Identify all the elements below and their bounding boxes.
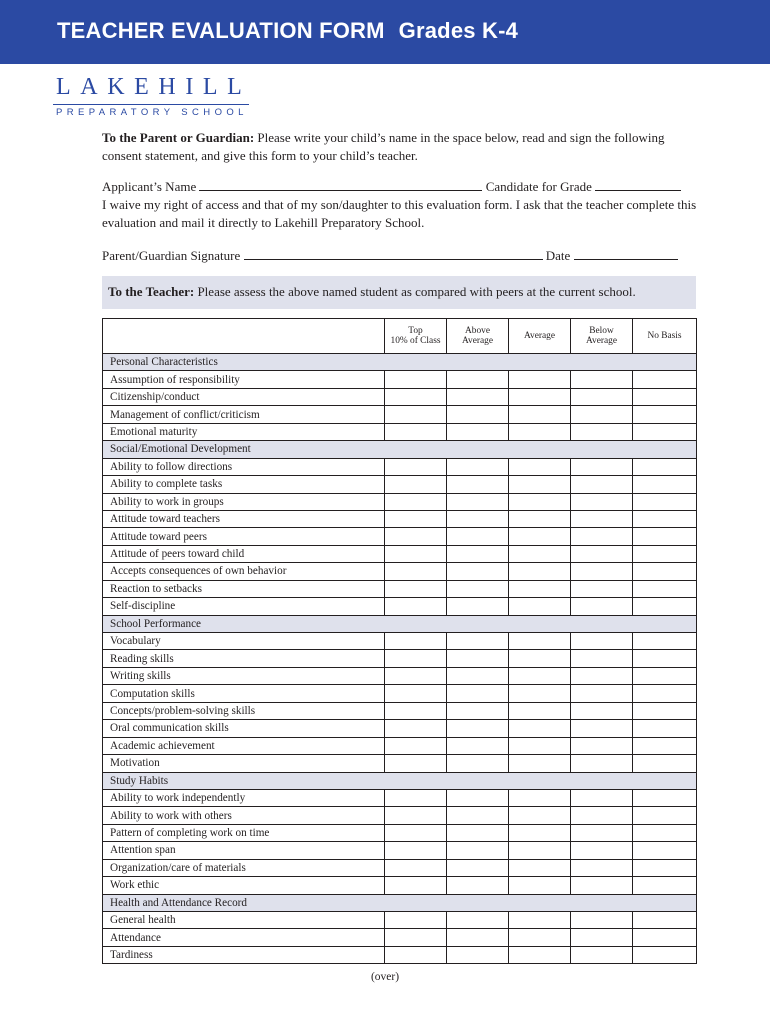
over-note: (over) bbox=[370, 971, 400, 983]
col-above-average: Above Average bbox=[447, 319, 509, 354]
rating-average-box[interactable] bbox=[509, 458, 571, 475]
criterion-label: Oral communication skills bbox=[103, 720, 385, 737]
rating-above-average-box[interactable] bbox=[447, 388, 509, 405]
col-below-average: Below Average bbox=[571, 319, 633, 354]
table-row bbox=[103, 598, 697, 615]
rating-average-box[interactable] bbox=[509, 877, 571, 894]
rating-top-10-box[interactable] bbox=[385, 633, 447, 650]
rating-no-basis-box[interactable] bbox=[633, 598, 697, 615]
rating-below-average-box[interactable] bbox=[571, 755, 633, 772]
criterion-label: Ability to work in groups bbox=[103, 493, 385, 510]
criterion-label: Assumption of responsibility bbox=[103, 371, 385, 388]
rating-no-basis-box[interactable] bbox=[633, 650, 697, 667]
table-row bbox=[103, 667, 697, 684]
rating-top-10-box[interactable] bbox=[385, 371, 447, 388]
rating-average-box[interactable] bbox=[509, 946, 571, 963]
rating-above-average-box[interactable] bbox=[447, 650, 509, 667]
rating-top-10-box[interactable] bbox=[385, 545, 447, 562]
rating-top-10-box[interactable] bbox=[385, 789, 447, 806]
rating-top-10-box[interactable] bbox=[385, 912, 447, 929]
rating-below-average-box[interactable] bbox=[571, 563, 633, 580]
logo-rule bbox=[53, 104, 249, 105]
rating-top-10-box[interactable] bbox=[385, 859, 447, 876]
table-row bbox=[103, 476, 697, 493]
rating-top-10-box[interactable] bbox=[385, 580, 447, 597]
rating-top-10-box[interactable] bbox=[385, 720, 447, 737]
teacher-instructions-text: Please assess the above named student as compared with peers at the current school. bbox=[194, 284, 636, 299]
rating-top-10-box[interactable] bbox=[385, 510, 447, 527]
rating-above-average-box[interactable] bbox=[447, 371, 509, 388]
rating-average-box[interactable] bbox=[509, 633, 571, 650]
rating-no-basis-box[interactable] bbox=[633, 702, 697, 719]
criterion-label: Reading skills bbox=[103, 650, 385, 667]
rating-no-basis-box[interactable] bbox=[633, 371, 697, 388]
rating-below-average-box[interactable] bbox=[571, 842, 633, 859]
category-row bbox=[103, 354, 697, 371]
rating-average-box[interactable] bbox=[509, 580, 571, 597]
rating-above-average-box[interactable] bbox=[447, 633, 509, 650]
col-average: Average bbox=[509, 319, 571, 354]
table-row bbox=[103, 528, 697, 545]
criterion-label: Ability to complete tasks bbox=[103, 476, 385, 493]
rating-below-average-box[interactable] bbox=[571, 580, 633, 597]
date-field[interactable] bbox=[574, 248, 678, 260]
criterion-label: Ability to work independently bbox=[103, 789, 385, 806]
rating-no-basis-box[interactable] bbox=[633, 824, 697, 841]
rating-no-basis-box[interactable] bbox=[633, 946, 697, 963]
rating-no-basis-box[interactable] bbox=[633, 667, 697, 684]
criteria-header bbox=[103, 319, 385, 354]
table-row bbox=[103, 789, 697, 806]
rating-top-10-box[interactable] bbox=[385, 598, 447, 615]
criterion-label: Computation skills bbox=[103, 685, 385, 702]
waiver-statement: I waive my right of access and that of my son/daughter to this evaluation form. I ask that the teacher complete this evaluation and mail it directly to Lakehill Preparatory School. bbox=[102, 197, 697, 230]
criterion-label: Writing skills bbox=[103, 667, 385, 684]
table-row bbox=[103, 824, 697, 841]
rating-below-average-box[interactable] bbox=[571, 388, 633, 405]
rating-no-basis-box[interactable] bbox=[633, 842, 697, 859]
rating-no-basis-box[interactable] bbox=[633, 685, 697, 702]
table-row bbox=[103, 458, 697, 475]
rating-top-10-box[interactable] bbox=[385, 406, 447, 423]
table-row bbox=[103, 493, 697, 510]
candidate-grade-field[interactable] bbox=[595, 179, 681, 191]
signature-field[interactable] bbox=[244, 248, 543, 260]
criterion-label: Organization/care of materials bbox=[103, 859, 385, 876]
rating-no-basis-box[interactable] bbox=[633, 859, 697, 876]
criterion-label: Vocabulary bbox=[103, 633, 385, 650]
rating-above-average-box[interactable] bbox=[447, 859, 509, 876]
rating-average-box[interactable] bbox=[509, 755, 571, 772]
rating-above-average-box[interactable] bbox=[447, 946, 509, 963]
rating-average-box[interactable] bbox=[509, 720, 571, 737]
rating-above-average-box[interactable] bbox=[447, 423, 509, 440]
rating-no-basis-box[interactable] bbox=[633, 406, 697, 423]
rating-above-average-box[interactable] bbox=[447, 667, 509, 684]
col-top-10: Top 10% of Class bbox=[385, 319, 447, 354]
rating-average-box[interactable] bbox=[509, 598, 571, 615]
rating-no-basis-box[interactable] bbox=[633, 580, 697, 597]
rating-top-10-box[interactable] bbox=[385, 528, 447, 545]
form-title-text: TEACHER EVALUATION FORM bbox=[57, 18, 385, 43]
table-row bbox=[103, 807, 697, 824]
table-header-row bbox=[103, 319, 697, 354]
rating-no-basis-box[interactable] bbox=[633, 458, 697, 475]
category-label: Social/Emotional Development bbox=[103, 441, 697, 458]
rating-top-10-box[interactable] bbox=[385, 650, 447, 667]
rating-no-basis-box[interactable] bbox=[633, 545, 697, 562]
table-row bbox=[103, 510, 697, 527]
rating-below-average-box[interactable] bbox=[571, 789, 633, 806]
rating-below-average-box[interactable] bbox=[571, 946, 633, 963]
school-logo bbox=[53, 74, 253, 120]
logo-name: LAKEHILL bbox=[56, 74, 252, 100]
rating-average-box[interactable] bbox=[509, 737, 571, 754]
rating-below-average-box[interactable] bbox=[571, 406, 633, 423]
rating-average-box[interactable] bbox=[509, 406, 571, 423]
table-row bbox=[103, 371, 697, 388]
rating-top-10-box[interactable] bbox=[385, 423, 447, 440]
rating-below-average-box[interactable] bbox=[571, 702, 633, 719]
rating-above-average-box[interactable] bbox=[447, 842, 509, 859]
table-row bbox=[103, 877, 697, 894]
table-row bbox=[103, 580, 697, 597]
rating-average-box[interactable] bbox=[509, 685, 571, 702]
teacher-instructions bbox=[102, 276, 696, 309]
criterion-label: Concepts/problem-solving skills bbox=[103, 702, 385, 719]
table-row bbox=[103, 685, 697, 702]
rating-average-box[interactable] bbox=[509, 859, 571, 876]
table-row bbox=[103, 545, 697, 562]
rating-average-box[interactable] bbox=[509, 545, 571, 562]
rating-average-box[interactable] bbox=[509, 789, 571, 806]
criterion-label: General health bbox=[103, 912, 385, 929]
evaluation-table-body bbox=[103, 354, 697, 964]
criterion-label: Accepts consequences of own behavior bbox=[103, 563, 385, 580]
table-row bbox=[103, 737, 697, 754]
rating-average-box[interactable] bbox=[509, 510, 571, 527]
rating-average-box[interactable] bbox=[509, 824, 571, 841]
rating-top-10-box[interactable] bbox=[385, 946, 447, 963]
rating-no-basis-box[interactable] bbox=[633, 807, 697, 824]
signature-label: Parent/Guardian Signature bbox=[102, 248, 241, 263]
rating-above-average-box[interactable] bbox=[447, 755, 509, 772]
rating-no-basis-box[interactable] bbox=[633, 423, 697, 440]
category-label: School Performance bbox=[103, 615, 697, 632]
rating-average-box[interactable] bbox=[509, 667, 571, 684]
rating-no-basis-box[interactable] bbox=[633, 510, 697, 527]
rating-above-average-box[interactable] bbox=[447, 458, 509, 475]
category-row bbox=[103, 441, 697, 458]
rating-top-10-box[interactable] bbox=[385, 702, 447, 719]
rating-top-10-box[interactable] bbox=[385, 737, 447, 754]
criterion-label: Attitude of peers toward child bbox=[103, 545, 385, 562]
rating-below-average-box[interactable] bbox=[571, 493, 633, 510]
criterion-label: Work ethic bbox=[103, 877, 385, 894]
logo-school: PREPARATORY SCHOOL bbox=[56, 107, 248, 118]
category-row bbox=[103, 894, 697, 911]
table-row bbox=[103, 423, 697, 440]
category-label: Personal Characteristics bbox=[103, 354, 697, 371]
rating-top-10-box[interactable] bbox=[385, 807, 447, 824]
rating-average-box[interactable] bbox=[509, 929, 571, 946]
criterion-label: Management of conflict/criticism bbox=[103, 406, 385, 423]
rating-above-average-box[interactable] bbox=[447, 406, 509, 423]
rating-top-10-box[interactable] bbox=[385, 458, 447, 475]
signature-row bbox=[102, 248, 678, 266]
rating-average-box[interactable] bbox=[509, 493, 571, 510]
rating-average-box[interactable] bbox=[509, 476, 571, 493]
rating-average-box[interactable] bbox=[509, 423, 571, 440]
rating-below-average-box[interactable] bbox=[571, 737, 633, 754]
rating-below-average-box[interactable] bbox=[571, 598, 633, 615]
teacher-instructions-lead: To the Teacher: bbox=[108, 284, 195, 299]
rating-below-average-box[interactable] bbox=[571, 650, 633, 667]
rating-below-average-box[interactable] bbox=[571, 859, 633, 876]
rating-below-average-box[interactable] bbox=[571, 528, 633, 545]
criterion-label: Ability to follow directions bbox=[103, 458, 385, 475]
rating-above-average-box[interactable] bbox=[447, 877, 509, 894]
parent-instructions-text: Please write your child’s name in the space below, read and sign the following consent statement, and give this form to your child’s teacher. bbox=[102, 130, 665, 163]
rating-top-10-box[interactable] bbox=[385, 755, 447, 772]
criterion-label: Attitude toward teachers bbox=[103, 510, 385, 527]
rating-no-basis-box[interactable] bbox=[633, 633, 697, 650]
rating-top-10-box[interactable] bbox=[385, 842, 447, 859]
rating-above-average-box[interactable] bbox=[447, 737, 509, 754]
table-row bbox=[103, 388, 697, 405]
rating-no-basis-box[interactable] bbox=[633, 720, 697, 737]
rating-top-10-box[interactable] bbox=[385, 877, 447, 894]
rating-below-average-box[interactable] bbox=[571, 824, 633, 841]
rating-top-10-box[interactable] bbox=[385, 563, 447, 580]
form-title bbox=[57, 18, 518, 44]
table-row bbox=[103, 702, 697, 719]
table-row bbox=[103, 755, 697, 772]
table-row bbox=[103, 929, 697, 946]
parent-instructions bbox=[102, 129, 702, 164]
rating-above-average-box[interactable] bbox=[447, 476, 509, 493]
rating-average-box[interactable] bbox=[509, 388, 571, 405]
rating-no-basis-box[interactable] bbox=[633, 493, 697, 510]
rating-below-average-box[interactable] bbox=[571, 476, 633, 493]
table-row bbox=[103, 650, 697, 667]
rating-above-average-box[interactable] bbox=[447, 789, 509, 806]
rating-below-average-box[interactable] bbox=[571, 545, 633, 562]
rating-below-average-box[interactable] bbox=[571, 633, 633, 650]
rating-no-basis-box[interactable] bbox=[633, 929, 697, 946]
rating-below-average-box[interactable] bbox=[571, 807, 633, 824]
criterion-label: Attendance bbox=[103, 929, 385, 946]
applicant-name-label: Applicant’s Name bbox=[102, 179, 197, 194]
rating-no-basis-box[interactable] bbox=[633, 476, 697, 493]
rating-no-basis-box[interactable] bbox=[633, 789, 697, 806]
rating-below-average-box[interactable] bbox=[571, 912, 633, 929]
rating-no-basis-box[interactable] bbox=[633, 388, 697, 405]
rating-average-box[interactable] bbox=[509, 807, 571, 824]
rating-below-average-box[interactable] bbox=[571, 685, 633, 702]
rating-above-average-box[interactable] bbox=[447, 598, 509, 615]
rating-above-average-box[interactable] bbox=[447, 929, 509, 946]
category-row bbox=[103, 615, 697, 632]
rating-above-average-box[interactable] bbox=[447, 912, 509, 929]
rating-above-average-box[interactable] bbox=[447, 702, 509, 719]
rating-top-10-box[interactable] bbox=[385, 824, 447, 841]
rating-below-average-box[interactable] bbox=[571, 371, 633, 388]
criterion-label: Motivation bbox=[103, 755, 385, 772]
criterion-label: Emotional maturity bbox=[103, 423, 385, 440]
criterion-label: Attitude toward peers bbox=[103, 528, 385, 545]
criterion-label: Citizenship/conduct bbox=[103, 388, 385, 405]
rating-no-basis-box[interactable] bbox=[633, 528, 697, 545]
rating-top-10-box[interactable] bbox=[385, 493, 447, 510]
table-row bbox=[103, 842, 697, 859]
rating-average-box[interactable] bbox=[509, 702, 571, 719]
criterion-label: Pattern of completing work on time bbox=[103, 824, 385, 841]
criterion-label: Academic achievement bbox=[103, 737, 385, 754]
table-row bbox=[103, 633, 697, 650]
category-label: Health and Attendance Record bbox=[103, 894, 697, 911]
rating-below-average-box[interactable] bbox=[571, 720, 633, 737]
rating-average-box[interactable] bbox=[509, 842, 571, 859]
rating-top-10-box[interactable] bbox=[385, 388, 447, 405]
rating-top-10-box[interactable] bbox=[385, 667, 447, 684]
rating-top-10-box[interactable] bbox=[385, 929, 447, 946]
criterion-label: Tardiness bbox=[103, 946, 385, 963]
rating-top-10-box[interactable] bbox=[385, 685, 447, 702]
rating-below-average-box[interactable] bbox=[571, 423, 633, 440]
table-row bbox=[103, 946, 697, 963]
table-row bbox=[103, 406, 697, 423]
rating-average-box[interactable] bbox=[509, 650, 571, 667]
rating-above-average-box[interactable] bbox=[447, 510, 509, 527]
candidate-grade-label: Candidate for Grade bbox=[485, 179, 592, 194]
rating-above-average-box[interactable] bbox=[447, 528, 509, 545]
parent-instructions-lead: To the Parent or Guardian: bbox=[102, 130, 255, 145]
rating-top-10-box[interactable] bbox=[385, 476, 447, 493]
rating-below-average-box[interactable] bbox=[571, 667, 633, 684]
rating-above-average-box[interactable] bbox=[447, 563, 509, 580]
rating-below-average-box[interactable] bbox=[571, 458, 633, 475]
rating-above-average-box[interactable] bbox=[447, 824, 509, 841]
rating-no-basis-box[interactable] bbox=[633, 877, 697, 894]
category-label: Study Habits bbox=[103, 772, 697, 789]
rating-no-basis-box[interactable] bbox=[633, 912, 697, 929]
rating-average-box[interactable] bbox=[509, 528, 571, 545]
grades-label: Grades K-4 bbox=[398, 18, 519, 43]
table-row bbox=[103, 859, 697, 876]
rating-above-average-box[interactable] bbox=[447, 545, 509, 562]
rating-above-average-box[interactable] bbox=[447, 493, 509, 510]
rating-average-box[interactable] bbox=[509, 563, 571, 580]
applicant-name-field[interactable] bbox=[199, 179, 482, 191]
rating-below-average-box[interactable] bbox=[571, 510, 633, 527]
rating-average-box[interactable] bbox=[509, 912, 571, 929]
rating-no-basis-box[interactable] bbox=[633, 737, 697, 754]
category-row bbox=[103, 772, 697, 789]
criterion-label: Self-discipline bbox=[103, 598, 385, 615]
rating-below-average-box[interactable] bbox=[571, 877, 633, 894]
rating-above-average-box[interactable] bbox=[447, 720, 509, 737]
criterion-label: Reaction to setbacks bbox=[103, 580, 385, 597]
table-row bbox=[103, 720, 697, 737]
criterion-label: Ability to work with others bbox=[103, 807, 385, 824]
rating-no-basis-box[interactable] bbox=[633, 563, 697, 580]
col-no-basis: No Basis bbox=[633, 319, 697, 354]
applicant-row bbox=[102, 179, 681, 197]
evaluation-table bbox=[102, 318, 697, 964]
rating-above-average-box[interactable] bbox=[447, 685, 509, 702]
date-label: Date bbox=[545, 248, 571, 263]
rating-average-box[interactable] bbox=[509, 371, 571, 388]
rating-above-average-box[interactable] bbox=[447, 807, 509, 824]
rating-no-basis-box[interactable] bbox=[633, 755, 697, 772]
rating-below-average-box[interactable] bbox=[571, 929, 633, 946]
criterion-label: Attention span bbox=[103, 842, 385, 859]
table-row bbox=[103, 563, 697, 580]
rating-above-average-box[interactable] bbox=[447, 580, 509, 597]
table-row bbox=[103, 912, 697, 929]
